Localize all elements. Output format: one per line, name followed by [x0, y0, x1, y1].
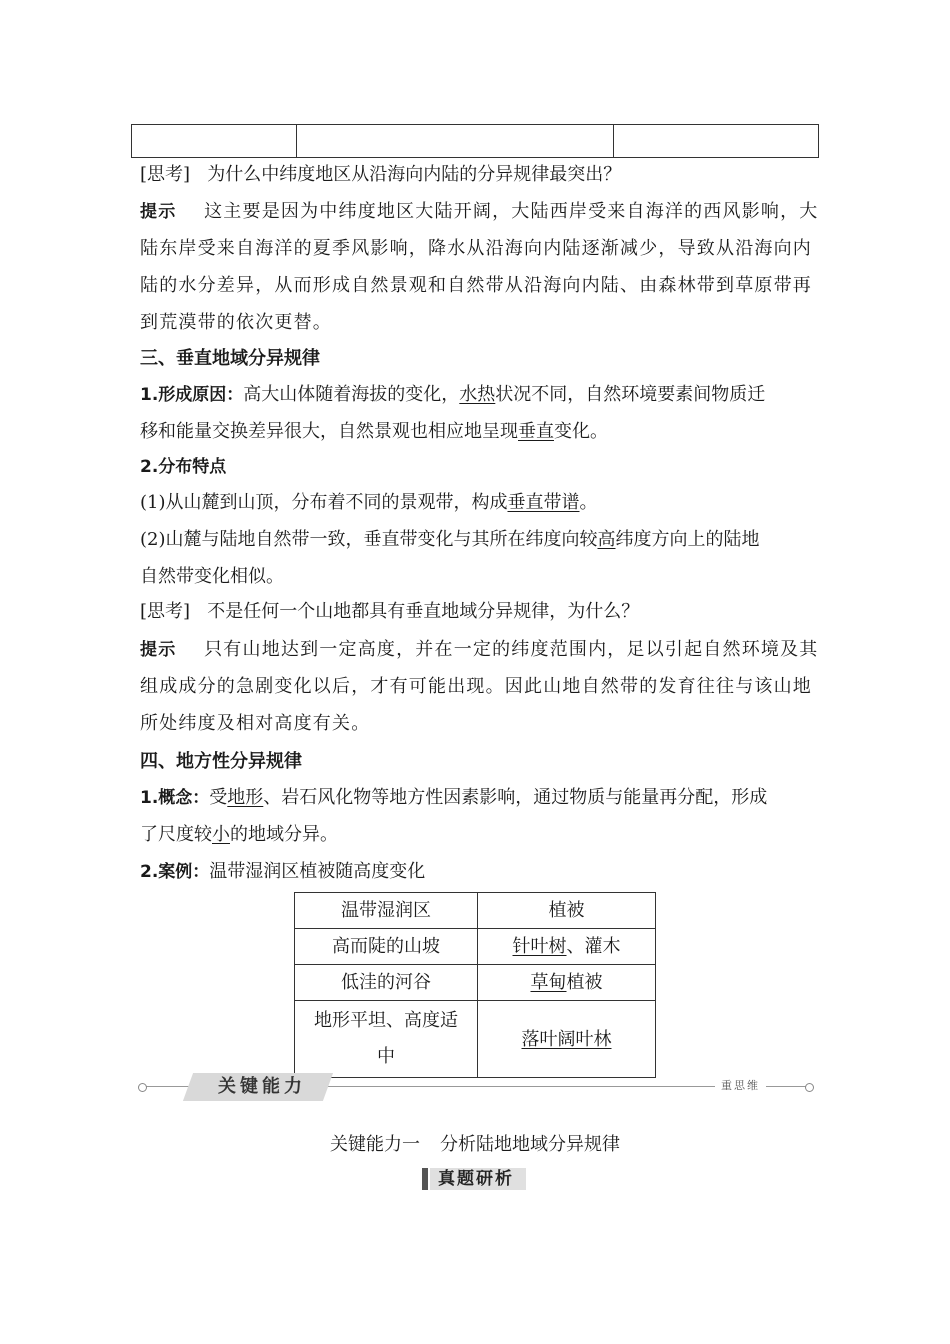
- text: 、灌木: [566, 936, 621, 957]
- text: 关键能力一: [330, 1134, 420, 1155]
- table-header-cell: 温带湿润区: [295, 893, 478, 929]
- text: 状况不同，自然环境要素间物质迁: [495, 384, 766, 405]
- text: 地形平坦、高度适: [314, 1010, 458, 1031]
- paragraph-label: 1.概念：: [140, 788, 210, 808]
- text: (2)山麓与陆地自然带一致，垂直带变化与其所在纬度向较: [140, 529, 598, 550]
- tag-text: 真题研析: [438, 1169, 514, 1189]
- table-header-cell: 植被: [478, 893, 656, 929]
- text: 高大山体随着海拔的变化，: [243, 384, 460, 405]
- tag-bar: [422, 1168, 428, 1190]
- paragraph-label: 2.案例：: [140, 862, 210, 882]
- text: 分析陆地地域分异规律: [440, 1134, 620, 1155]
- banner-right-label: 重思维: [715, 1077, 766, 1093]
- text: 纬度方向上的陆地: [615, 529, 760, 550]
- table-header-row: [295, 893, 656, 929]
- table-cell: [614, 125, 819, 158]
- vegetation-table: [294, 892, 656, 1078]
- think-tag: [思考]: [140, 601, 191, 622]
- paragraph-label: 1.形成原因：: [140, 385, 244, 405]
- section-heading: 四、地方性分异规律: [140, 751, 302, 772]
- text: 移和能量交换差异很大，自然景观也相应地呈现: [140, 421, 518, 442]
- hint-line: 所处纬度及相对高度有关。: [140, 713, 371, 734]
- list-item-continued: 自然带变化相似。: [140, 566, 284, 587]
- table-cell: 低洼的河谷: [295, 965, 478, 1001]
- hint-label: 提示: [140, 202, 177, 222]
- hint-line: 陆东岸受来自海洋的夏季风影响，降水从沿海向内陆逐渐减少，导致从沿海向内: [140, 238, 812, 259]
- hint-line: 组成成分的急剧变化以后，才有可能出现。因此山地自然带的发育往往与该山地: [140, 676, 812, 697]
- paragraph-line: [140, 779, 812, 816]
- section-4: [140, 745, 812, 890]
- answer-blank: 垂直: [518, 421, 554, 442]
- think-question-line: [140, 158, 812, 192]
- subsection-tag: [422, 1166, 526, 1194]
- table-cell: [295, 1001, 478, 1078]
- table-cell: 高而陡的山坡: [295, 929, 478, 965]
- hint-line: [140, 193, 819, 230]
- text: 、岩石风化物等地方性因素影响，通过物质与能量再分配，形成: [263, 787, 768, 808]
- table-cell: [297, 125, 614, 158]
- hint-text: 这主要是因为中纬度地区大陆开阔，大陆西岸受来自海洋的西风影响，大: [204, 201, 819, 222]
- think-tag: [思考]: [140, 164, 191, 185]
- answer-blank: 高: [597, 529, 616, 550]
- hint-line: 到荒漠带的依次更替。: [140, 312, 332, 333]
- text: 中: [377, 1046, 395, 1067]
- table-cell: [478, 929, 656, 965]
- table-cell: [132, 125, 297, 158]
- think-question-line: [140, 595, 812, 629]
- hint-text: 只有山地达到一定高度，并在一定的纬度范围内，足以引起自然环境及其: [204, 639, 819, 660]
- table-cell: [478, 1001, 656, 1078]
- section-heading: 三、垂直地域分异规律: [140, 348, 320, 369]
- text: 植被: [566, 972, 603, 993]
- text: 的地域分异。: [230, 824, 338, 845]
- hint-line: [140, 631, 819, 668]
- table-row: [295, 929, 656, 965]
- text: 。: [579, 492, 598, 513]
- think-block-2: [140, 595, 812, 629]
- answer-blank: 草甸: [530, 972, 567, 993]
- hint-label: 提示: [140, 640, 177, 660]
- table-row: [295, 1001, 656, 1078]
- bullet-icon: [805, 1083, 814, 1092]
- paragraph-line: [140, 376, 812, 413]
- answer-blank: 地形: [227, 787, 264, 808]
- section-3: [140, 342, 812, 595]
- table-cell: [478, 965, 656, 1001]
- think-question: 为什么中纬度地区从沿海向内陆的分异规律最突出？: [207, 164, 622, 185]
- key-ability-title: [0, 1128, 950, 1162]
- bullet-icon: [138, 1083, 147, 1092]
- banner-title: 关键能力: [218, 1076, 306, 1097]
- text: 受: [209, 787, 228, 808]
- list-item: [140, 484, 812, 521]
- answer-blank: 小: [212, 824, 230, 845]
- text: 变化。: [554, 421, 608, 442]
- answer-blank: 落叶阔叶林: [521, 1028, 612, 1050]
- list-item: [140, 521, 812, 558]
- paragraph-line: [140, 853, 812, 890]
- hint-line: 陆的水分差异，从而形成自然景观和自然带从沿海向内陆、由森林带到草原带再: [140, 275, 812, 296]
- answer-blank: 水热: [459, 384, 496, 405]
- answer-blank: 针叶树: [512, 936, 567, 957]
- text: 了尺度较: [140, 824, 212, 845]
- key-ability-banner: [140, 1073, 812, 1101]
- paragraph-line: [140, 413, 812, 450]
- subheading: 2.分布特点: [140, 457, 227, 477]
- think-block-1: [140, 158, 812, 192]
- text: (1)从山麓到山顶，分布着不同的景观带，构成: [140, 492, 508, 513]
- hint-block-1: [140, 193, 819, 341]
- table-row: [295, 965, 656, 1001]
- answer-blank: 垂直带谱: [507, 492, 580, 513]
- table-remnant: [131, 124, 819, 158]
- text: 温带湿润区植被随高度变化: [209, 861, 426, 882]
- hint-block-2: [140, 631, 819, 742]
- think-question: 不是任何一个山地都具有垂直地域分异规律，为什么？: [207, 601, 640, 622]
- paragraph-line: [140, 816, 812, 853]
